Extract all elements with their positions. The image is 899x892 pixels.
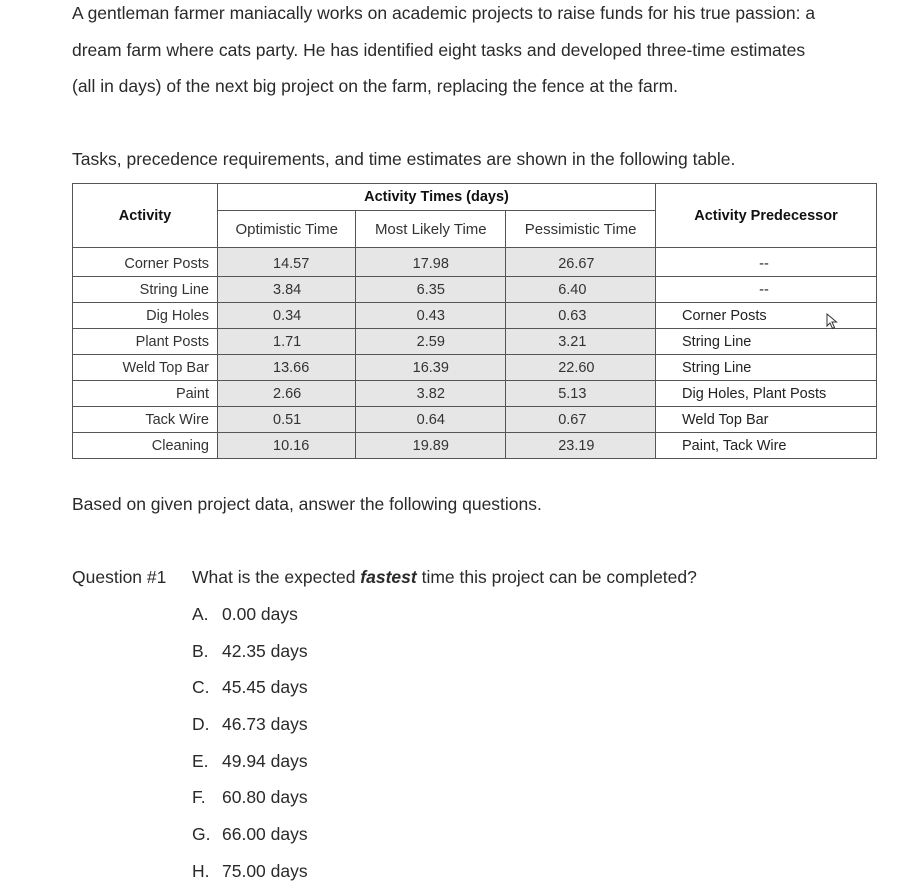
pessimistic-time: 5.13 — [506, 381, 656, 407]
question-emphasis: fastest — [360, 567, 417, 587]
pessimistic-header: Pessimistic Time — [506, 211, 656, 248]
most-likely-header: Most Likely Time — [356, 211, 506, 248]
option-letter: H. — [192, 860, 210, 881]
answer-options — [192, 596, 308, 890]
most-likely-time: 16.39 — [356, 355, 506, 381]
activity-times-header: Activity Times (days) — [218, 184, 656, 211]
option-letter: G. — [192, 824, 211, 845]
answer-option — [192, 853, 308, 890]
optimistic-time: 3.84 — [218, 277, 356, 303]
pessimistic-time: 22.60 — [506, 355, 656, 381]
pessimistic-time: 6.40 — [506, 277, 656, 303]
option-letter: E. — [192, 750, 209, 771]
activity-predecessor: String Line — [656, 329, 877, 355]
pessimistic-time: 26.67 — [506, 248, 656, 277]
activity-name: Corner Posts — [73, 248, 218, 277]
answer-option — [192, 633, 308, 670]
pessimistic-time: 0.67 — [506, 407, 656, 433]
table-body — [73, 248, 877, 459]
pessimistic-time: 3.21 — [506, 329, 656, 355]
option-text: 42.35 days — [222, 640, 308, 661]
option-text: 75.00 days — [222, 860, 308, 881]
activity-predecessor: String Line — [656, 355, 877, 381]
most-likely-time: 0.64 — [356, 407, 506, 433]
option-text: 60.80 days — [222, 787, 308, 808]
table-row — [73, 277, 877, 303]
activity-name: Tack Wire — [73, 407, 218, 433]
table-row — [73, 433, 877, 459]
activity-predecessor: -- — [656, 248, 877, 277]
option-letter: B. — [192, 640, 209, 661]
option-text: 0.00 days — [222, 604, 298, 624]
activity-predecessor: Weld Top Bar — [656, 407, 877, 433]
option-letter: D. — [192, 714, 210, 735]
activity-table — [72, 183, 877, 459]
most-likely-time: 3.82 — [356, 381, 506, 407]
most-likely-time: 19.89 — [356, 433, 506, 459]
option-letter: A. — [192, 604, 209, 624]
activity-name: Dig Holes — [73, 303, 218, 329]
answer-option — [192, 669, 308, 706]
option-text: 49.94 days — [222, 750, 308, 771]
table-intro: Tasks, precedence requirements, and time estimates are shown in the following table. — [72, 149, 736, 169]
activity-predecessor: Corner Posts — [656, 303, 877, 329]
activity-name: Paint — [73, 381, 218, 407]
activity-name: Cleaning — [73, 433, 218, 459]
answer-option — [192, 779, 308, 816]
optimistic-header: Optimistic Time — [218, 211, 356, 248]
optimistic-time: 0.34 — [218, 303, 356, 329]
table-row — [73, 381, 877, 407]
optimistic-time: 1.71 — [218, 329, 356, 355]
question-1-text — [192, 559, 697, 596]
activity-name: String Line — [73, 277, 218, 303]
option-letter: C. — [192, 677, 210, 698]
questions-intro: Based on given project data, answer the following questions. — [72, 494, 542, 514]
question-text-part: time this project can be completed? — [416, 567, 697, 587]
most-likely-time: 17.98 — [356, 248, 506, 277]
option-text: 46.73 days — [222, 714, 308, 735]
activity-predecessor: Paint, Tack Wire — [656, 433, 877, 459]
intro-line: dream farm where cats party. He has identified eight tasks and developed three-time estimates — [72, 39, 806, 60]
activity-predecessor: Dig Holes, Plant Posts — [656, 381, 877, 407]
answer-option — [192, 706, 308, 743]
most-likely-time: 0.43 — [356, 303, 506, 329]
predecessor-header: Activity Predecessor — [656, 184, 877, 248]
activity-name: Weld Top Bar — [73, 355, 218, 381]
table-row — [73, 329, 877, 355]
answer-option — [192, 596, 308, 633]
option-letter: F. — [192, 787, 206, 808]
activity-name: Plant Posts — [73, 329, 218, 355]
pessimistic-time: 0.63 — [506, 303, 656, 329]
question-text-part: What is the expected — [192, 567, 361, 587]
mouse-cursor-icon — [826, 313, 840, 331]
question-1-label: Question #1 — [72, 567, 167, 587]
table-row — [73, 407, 877, 433]
most-likely-time: 2.59 — [356, 329, 506, 355]
table-row — [73, 248, 877, 277]
optimistic-time: 14.57 — [218, 248, 356, 277]
activity-predecessor: -- — [656, 277, 877, 303]
optimistic-time: 13.66 — [218, 355, 356, 381]
pessimistic-time: 23.19 — [506, 433, 656, 459]
most-likely-time: 6.35 — [356, 277, 506, 303]
activity-header: Activity — [73, 184, 218, 248]
intro-paragraph — [72, 0, 872, 105]
answer-option — [192, 816, 308, 853]
intro-line: A gentleman farmer maniacally works on academic projects to raise funds for his true passion: a — [72, 3, 816, 23]
option-text: 66.00 days — [222, 824, 308, 845]
optimistic-time: 10.16 — [218, 433, 356, 459]
intro-line: (all in days) of the next big project on the farm, replacing the fence at the farm. — [72, 76, 679, 96]
table-row — [73, 355, 877, 381]
optimistic-time: 0.51 — [218, 407, 356, 433]
answer-option — [192, 743, 308, 780]
optimistic-time: 2.66 — [218, 381, 356, 407]
option-text: 45.45 days — [222, 677, 308, 698]
table-row — [73, 303, 877, 329]
